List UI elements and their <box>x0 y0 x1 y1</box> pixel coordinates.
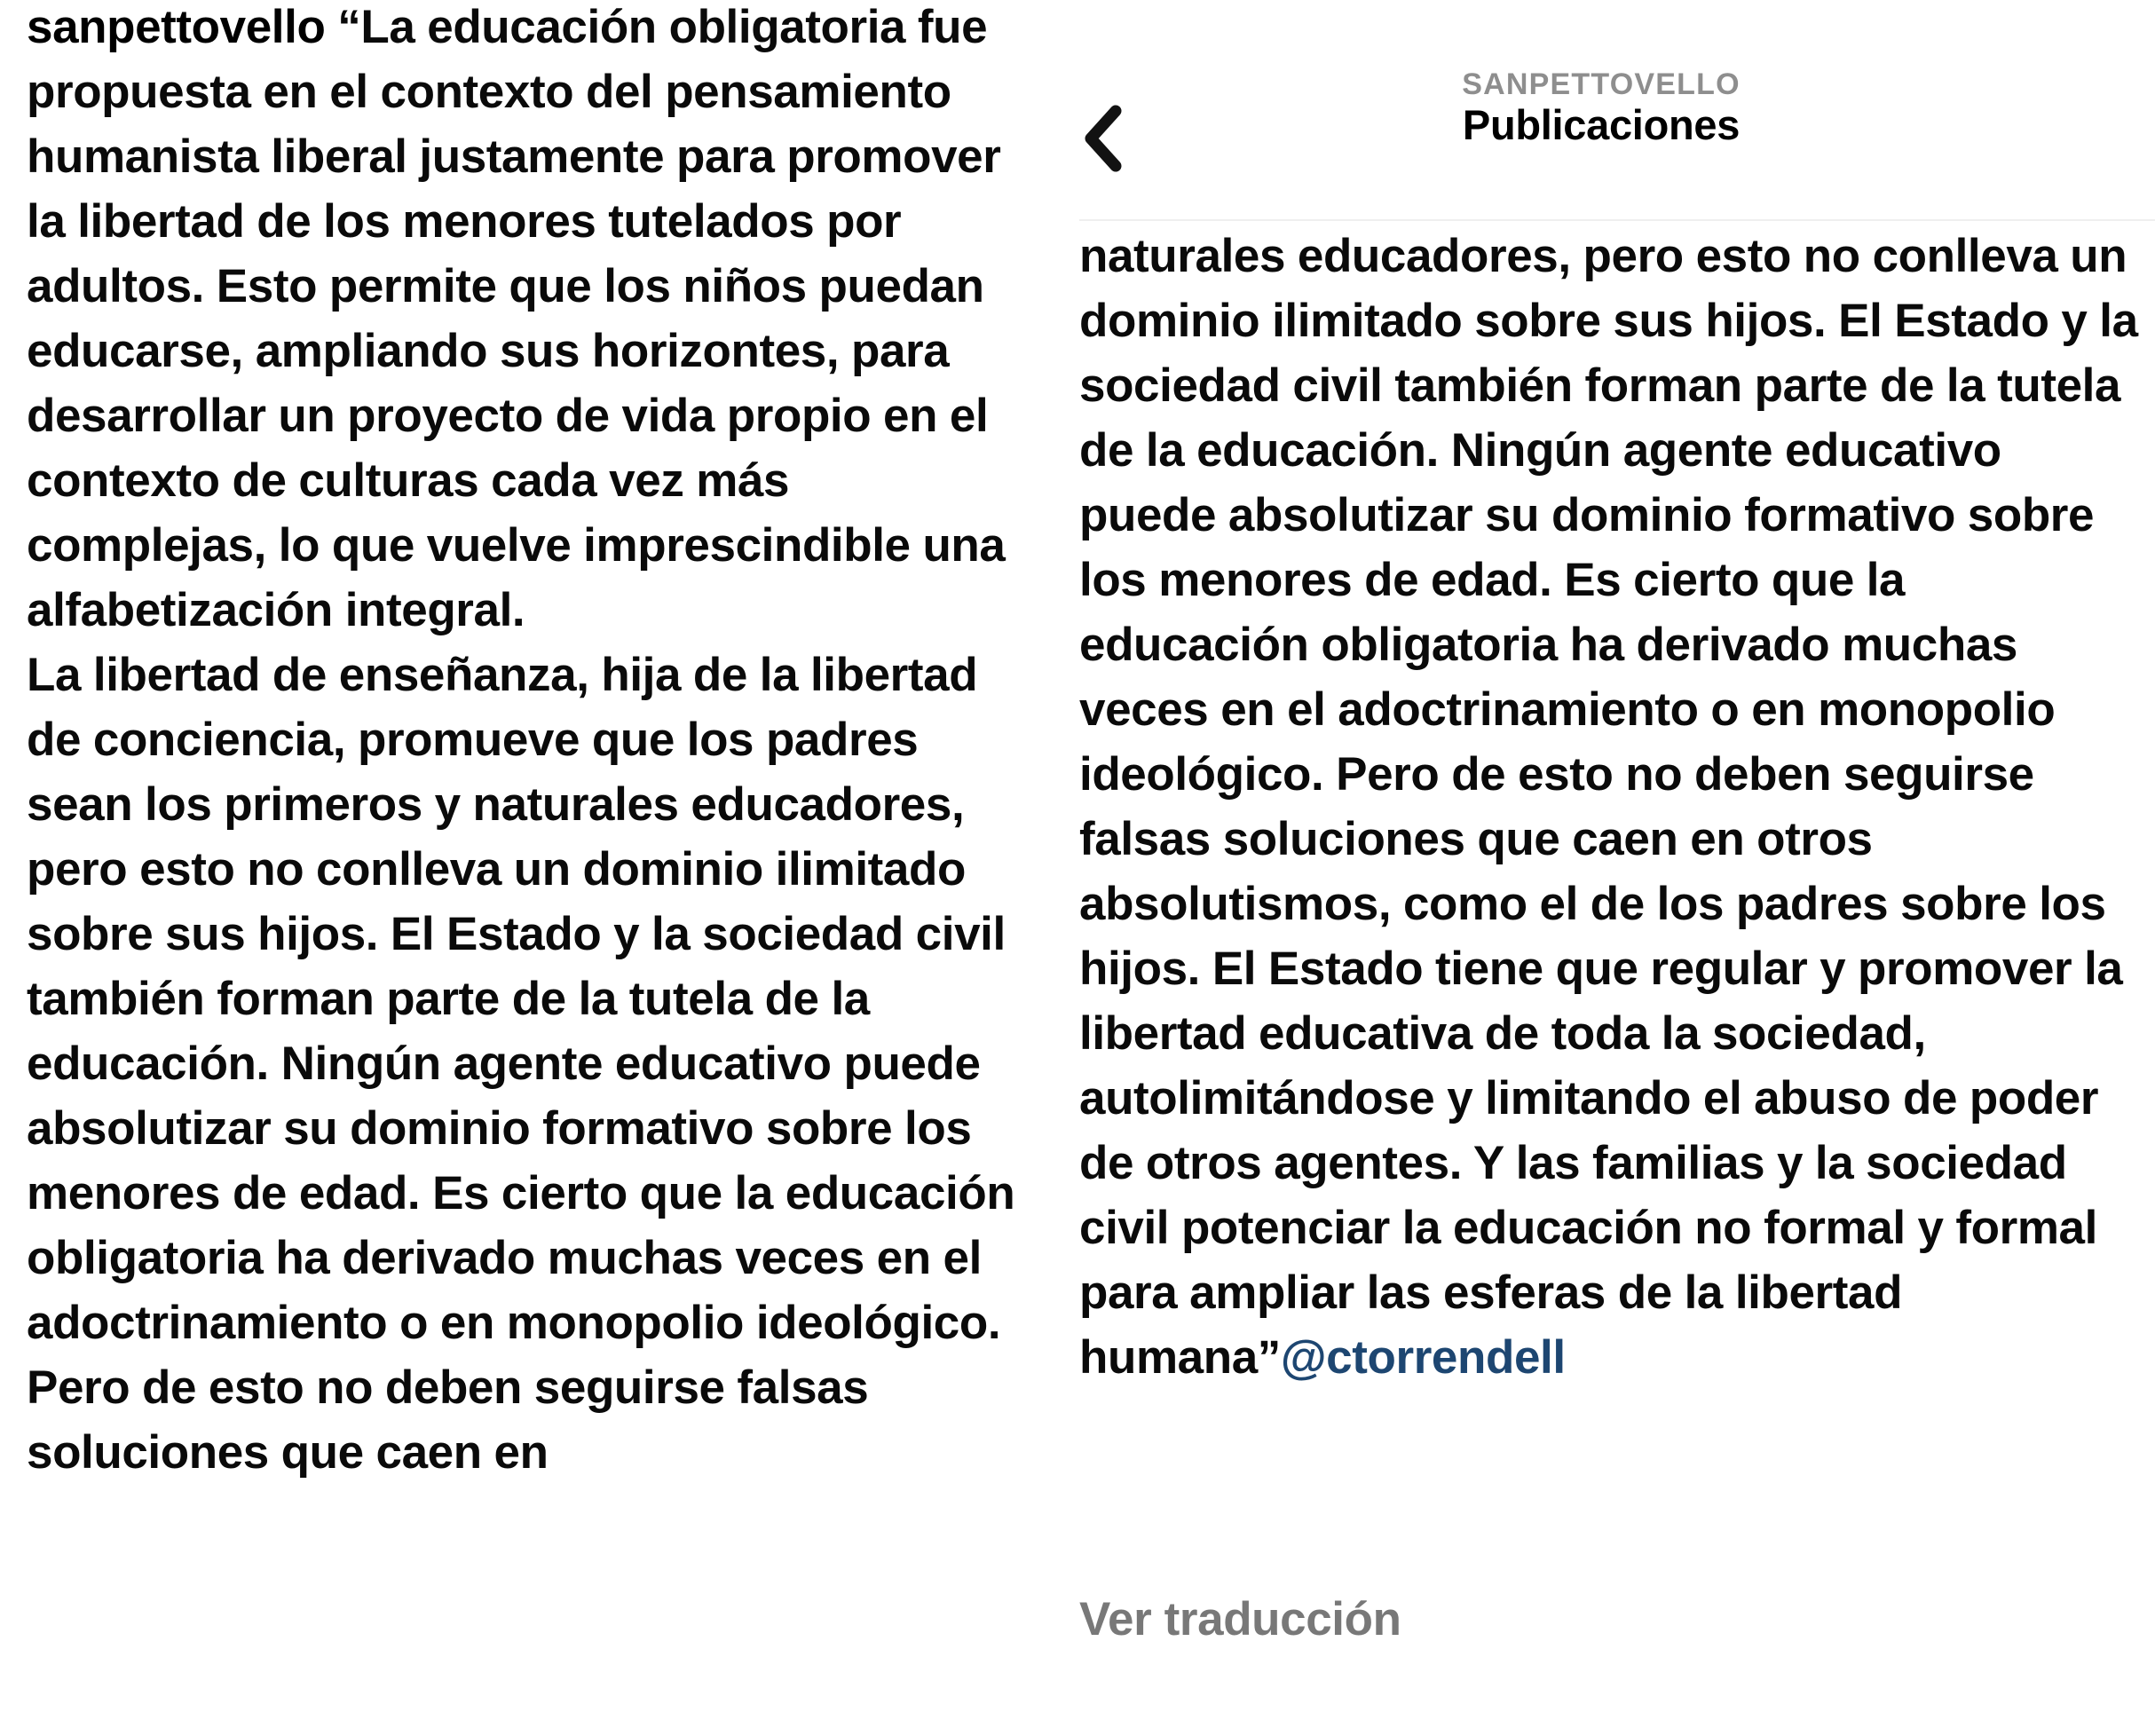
back-button[interactable] <box>1070 105 1134 172</box>
clipped-next-line-text: Ver traducción <box>1079 1593 1401 1645</box>
navigation-header <box>1047 0 2155 220</box>
post-caption-paragraph-1: “La educación obligatoria fue propuesta en el contexto del pensamiento humanista liberal justamente para promover la libertad de los menores tutelados por adultos. Esto permite que los niños puedan educarse, ampliando sus horizontes, para desarrollar un proyecto de vida propio en el contexto de culturas cada vez más complejas, lo que vuelve imprescindible una alfabetización integral. <box>27 1 1006 636</box>
clipped-next-line <box>1079 1593 2020 1653</box>
post-caption-paragraph-2: La libertad de enseñanza, hija de la libertad de conciencia, promueve que los padres sean los primeros y naturales educadores, pero esto no conlleva un dominio ilimitado sobre sus hijos. El Estado y la sociedad civil también forman parte de la tutela de la educación. Ningún agente educativo puede absolutizar su dominio formativo sobre los menores de edad. Es cierto que la educación obligatoria ha derivado muchas veces en el adoctrinamiento o en monopolio ideológico. Pero de esto no deben seguirse falsas soluciones que caen en <box>27 649 1015 1479</box>
nav-eyebrow-username: SANPETTOVELLO <box>1462 67 1741 101</box>
post-username[interactable]: sanpettovello <box>27 1 326 53</box>
right-publications-panel <box>1047 0 2155 1736</box>
publication-body-paragraph: naturales educadores, pero esto no conlleva un dominio ilimitado sobre sus hijos. El Estado y la sociedad civil también forman parte de la tutela de la educación. Ningún agente educativo puede absolutizar su dominio formativo sobre los menores de edad. Es cierto que la educación obligatoria ha derivado muchas veces en el adoctrinamiento o en monopolio ideológico. Pero de esto no deben seguirse falsas soluciones que caen en otros absolutismos, como el de los padres sobre los hijos. El Estado tiene que regular y promover la libertad educativa de toda la sociedad, autolimitándose y limitando el abuso de poder de otros agentes. Y las familias y la sociedad civil potenciar la educación no formal y formal para ampliar las esferas de la libertad humana” <box>1079 230 2138 1384</box>
nav-title-group <box>1047 67 2155 148</box>
chevron-left-icon <box>1083 106 1122 171</box>
header-divider <box>1079 219 2155 221</box>
publication-body-text <box>1079 224 2144 1390</box>
page-title: Publicaciones <box>1462 101 1741 148</box>
left-caption-panel <box>0 0 1047 1736</box>
post-caption-left <box>27 0 1021 1485</box>
mention-link[interactable]: @ctorrendell <box>1280 1331 1566 1384</box>
